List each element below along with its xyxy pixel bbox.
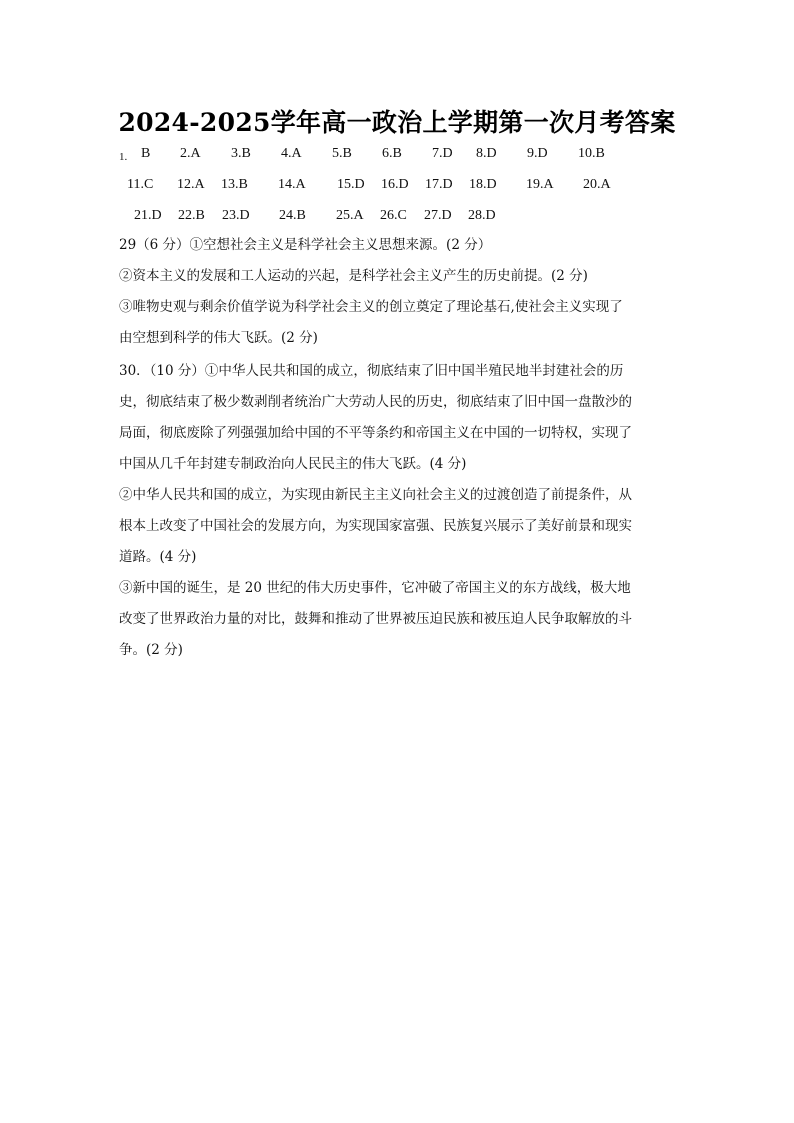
answer-line: 争。(2 分) bbox=[119, 642, 183, 658]
mc-answer: B bbox=[141, 146, 151, 161]
answer-line: 29（6 分）①空想社会主义是科学社会主义思想来源。(2 分） bbox=[119, 237, 492, 253]
mc-answer: 20.A bbox=[583, 177, 611, 192]
mc-answer: 17.D bbox=[425, 177, 453, 192]
mc-answer: 26.C bbox=[380, 208, 407, 223]
mc-answer: 11.C bbox=[127, 177, 154, 192]
answer-line: 史，彻底结束了极少数剥削者统治广大劳动人民的历史，彻底结束了旧中国一盘散沙的 bbox=[119, 394, 632, 410]
mc-answer: 13.B bbox=[221, 177, 248, 192]
mc-answer: 14.A bbox=[278, 177, 306, 192]
mc-answer: 3.B bbox=[231, 146, 251, 161]
question-30-answer bbox=[119, 356, 679, 666]
answer-line: ③新中国的诞生，是 20 世纪的伟大历史事件，它冲破了帝国主义的东方战线，极大地 bbox=[119, 580, 631, 596]
mc-answer: 24.B bbox=[279, 208, 306, 223]
answer-line: 改变了世界政治力量的对比，鼓舞和推动了世界被压迫民族和被压迫人民争取解放的斗 bbox=[119, 611, 632, 627]
mc-answer: 19.A bbox=[526, 177, 554, 192]
mc-answer: 28.D bbox=[468, 208, 496, 223]
answer-line: ②中华人民共和国的成立，为实现由新民主主义向社会主义的过渡创造了前提条件，从 bbox=[119, 487, 632, 503]
answer-line: 根本上改变了中国社会的发展方向，为实现国家富强、民族复兴展示了美好前景和现实 bbox=[119, 518, 632, 534]
mc-answer: 27.D bbox=[424, 208, 452, 223]
mc-answer: 25.A bbox=[336, 208, 364, 223]
answer-line: 30．（10 分）①中华人民共和国的成立，彻底结束了旧中国半殖民地半封建社会的历 bbox=[119, 363, 624, 379]
mc-start-label: 1. bbox=[119, 151, 128, 163]
answer-line: ③唯物史观与剩余价值学说为科学社会主义的创立奠定了理论基石,使社会主义实现了 bbox=[119, 299, 623, 315]
mc-answer: 18.D bbox=[469, 177, 497, 192]
mc-answer: 23.D bbox=[222, 208, 250, 223]
mc-answer: 16.D bbox=[381, 177, 409, 192]
page-title: 2024-2025学年高一政治上学期第一次月考答案 bbox=[118, 108, 676, 137]
mc-answer: 4.A bbox=[281, 146, 302, 161]
mc-answer: 9.D bbox=[527, 146, 548, 161]
answer-line: 局面，彻底废除了列强强加给中国的不平等条约和帝国主义在中国的一切特权，实现了 bbox=[119, 425, 632, 441]
mc-answer: 2.A bbox=[180, 146, 201, 161]
answer-line: 由空想到科学的伟大飞跃。(2 分) bbox=[119, 330, 318, 346]
mc-answer: 8.D bbox=[476, 146, 497, 161]
mc-answers-row-1 bbox=[0, 146, 794, 170]
mc-answer: 6.B bbox=[382, 146, 402, 161]
mc-answer: 15.D bbox=[337, 177, 365, 192]
mc-answer: 22.B bbox=[178, 208, 205, 223]
mc-answer: 7.D bbox=[432, 146, 453, 161]
question-29-answer bbox=[119, 230, 679, 354]
mc-answer: 12.A bbox=[177, 177, 205, 192]
answer-line: 中国从几千年封建专制政治向人民民主的伟大飞跃。(4 分) bbox=[119, 456, 467, 472]
answer-line: ②资本主义的发展和工人运动的兴起，是科学社会主义产生的历史前提。(2 分) bbox=[119, 268, 588, 284]
mc-answers-row-2 bbox=[0, 177, 794, 201]
answer-line: 道路。(4 分) bbox=[119, 549, 197, 565]
mc-answer: 10.B bbox=[578, 146, 605, 161]
mc-answers-row-3 bbox=[0, 208, 794, 232]
mc-answer: 21.D bbox=[134, 208, 162, 223]
mc-answer: 5.B bbox=[332, 146, 352, 161]
